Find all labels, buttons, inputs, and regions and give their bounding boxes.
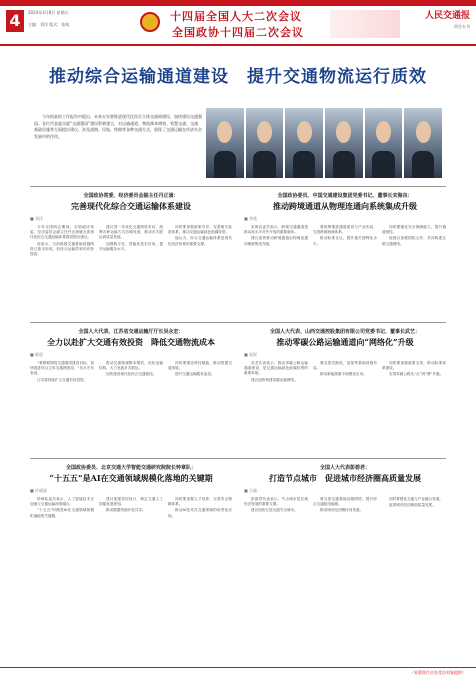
article-1 <box>30 192 232 316</box>
article-text: 建议加强顶层设计，制定交通人工智能发展规划。 <box>99 497 163 507</box>
flag-decoration <box>330 10 400 38</box>
intro-paragraph: 今年的政府工作报告中提出，未来五年要推进现代化综合立体交通网建设，加快建设交通强国。各位代表委员就“交通强国”建设积极建言，对运输通道、物流降本增效、智慧交通、交通基础设施等方面提出建议，涉及道路、民航、铁路等各种交通方式，展现了交通运输在经济社会发展中的作用。 <box>34 114 202 139</box>
article-text: 促进城市经济圈高质量发展。 <box>389 503 436 508</box>
article-text: 江苏将持续扩大交通有效投资。 <box>37 377 88 382</box>
article-title: 推动零碳公路运输通道向“网络化”升级 <box>276 337 414 347</box>
article-text: 同时要强化科技赋能，推动智慧交通发展。 <box>168 361 232 371</box>
article-text: 推动标准互认，提升通关便利化水平。 <box>313 236 377 246</box>
article-kicker: 全国政协委员、中国交通建设集团党委书记、董事长宋海良： <box>277 193 413 199</box>
article-kicker: 全国人大代表、山西交通控股集团有限公司党委书记、董事长武艺： <box>269 329 420 335</box>
page-number: 4 <box>6 10 24 32</box>
portrait-strip <box>206 108 442 178</box>
article-text: 推动城市经济圈协同发展。 <box>320 508 364 513</box>
issue-date: 2024年3月8日 星期五 <box>28 10 69 15</box>
article-text: 要完善充换电、加氢等基础设施布局。 <box>313 361 377 371</box>
article-kicker: 全国政协常委、经济委员会副主任丹正浦： <box>83 193 179 199</box>
article-byline: ■ 王晓 <box>244 488 258 493</box>
session-title-npc: 十四届全国人大二次会议 <box>170 10 302 23</box>
article-text: 彭碧君代表表示，节点城市是区域经济发展的重要支撑。 <box>244 497 308 507</box>
photo-credit: （本版图片由各受访对象提供） <box>410 670 466 675</box>
article-text: 实现零碳公路从“点”到“网”升级。 <box>389 372 444 377</box>
article-text: 提升交通运输服务品质。 <box>175 372 215 377</box>
masthead-rule <box>0 44 476 46</box>
article-text: 建议进一步优化交通网络布局，统筹各种运输方式协调发展，推动多式联运高质量发展。 <box>99 225 163 240</box>
article-text: 同时要强化安全保障能力，提升通道韧性。 <box>382 225 446 235</box>
article-text: 同时要加强政策支持，推动标准体系建设。 <box>382 361 446 371</box>
article-text: 今年全国两会期间，全国政协常委、经济委员会副主任丹正浦就完善现代化综合交通运输体系建设提出建议。 <box>30 225 94 240</box>
section-divider <box>30 322 446 323</box>
editor-credit: 主编：刘洋 版式：张萌 <box>28 22 70 27</box>
article-3 <box>30 328 232 452</box>
article-byline: ■ 刘洋 <box>30 216 44 221</box>
portrait-photo <box>404 108 442 178</box>
article-title: 完善现代化综合交通运输体系建设 <box>71 201 191 211</box>
section-divider <box>30 458 446 459</box>
article-text: “十五五”时期是AI在交通领域规模化落地的关键期。 <box>30 508 94 518</box>
article-text: 建议加快构建零碳运输网络。 <box>251 377 298 382</box>
top-red-band <box>0 0 476 6</box>
main-headline: 推动综合运输通道建设 提升交通物流运行质效 <box>49 67 427 87</box>
article-byline: ■ 李欣 <box>244 216 258 221</box>
article-2 <box>244 192 446 316</box>
article-text: 同时要强化交通与产业融合发展。 <box>389 497 443 501</box>
article-text: 同时要加强政策引导，完善相关标准体系，推动交通运输绿色低碳转型。 <box>168 225 232 235</box>
portrait-photo <box>285 108 323 178</box>
article-text: 推动交通物流降本增效，优化运输结构，大力发展多式联运。 <box>99 361 163 371</box>
page-footer <box>0 667 476 680</box>
article-byline: ■ 陈晨 <box>30 352 44 357</box>
article-6 <box>244 464 446 660</box>
article-text: 宋海良委员表示，跨境交通通道是推动高水平对外开放的重要载体。 <box>244 225 308 235</box>
session-title-cppcc: 全国政协十四届二次会议 <box>172 26 304 39</box>
special-issue-label: 两会专刊 <box>454 24 470 29</box>
article-byline: ■ 张锐 <box>244 352 258 357</box>
article-text: 建议加快推动跨境通道由物理连通向系统集成升级。 <box>244 236 308 246</box>
article-5 <box>30 464 232 660</box>
article-title: “十五五”是AI在交通领域规模化落地的关键期 <box>49 473 213 483</box>
article-text: 加强数字化、智能化技术应用，提升运输服务水平。 <box>99 241 163 251</box>
portrait-photo <box>365 108 403 178</box>
article-4 <box>244 328 446 452</box>
article-text: 他建议加强国际合作，共同构建互联互通网络。 <box>382 236 446 246</box>
article-title: 推动跨境通道从物理连通向系统集成升级 <box>273 201 417 211</box>
article-text: 要统筹推进通道建设与产业布局，完善跨境物流体系。 <box>313 225 377 235</box>
portrait-photo <box>206 108 244 178</box>
section-divider <box>30 186 446 187</box>
article-title: 打造节点城市 促进城市经济圈高质量发展 <box>269 473 421 483</box>
masthead <box>0 0 476 56</box>
article-text: 加快建设现代化综合交通枢纽。 <box>106 372 157 377</box>
article-text: “要紧紧围绕交通强国建设目标，加快推进综合立体交通网建设。”吴永宏代表说。 <box>30 361 94 376</box>
article-kicker: 全国政协委员、北京交通大学智能交通研究院院长钟章队： <box>65 465 196 471</box>
article-text: 建议加快打造交通节点城市。 <box>251 508 298 513</box>
emblem-icon <box>140 12 160 32</box>
article-text: 要完善交通基础设施网络，提升综合交通枢纽能级。 <box>313 497 377 507</box>
article-title: 全力以赴扩大交通有效投资 降低交通物流成本 <box>47 337 215 347</box>
article-text: 他认为，综合交通运输体系是现代化经济体系的重要支撑。 <box>168 236 232 246</box>
article-text: 武艺代表表示，推动零碳公路运输通道建设，是交通运输绿色低碳转型的重要举措。 <box>244 361 308 376</box>
article-text: 同时要加强人才培养，完善安全保障体系。 <box>168 497 232 507</box>
paper-name: 人民交通报 <box>424 11 470 21</box>
portrait-photo <box>325 108 363 178</box>
article-text: 钟章队委员表示，人工智能技术正加速与交通运输深度融合。 <box>30 497 94 507</box>
article-text: 推动新能源重卡规模化应用。 <box>320 372 367 377</box>
portrait-photo <box>246 108 284 178</box>
article-kicker: 全国人大代表彭碧君： <box>319 465 370 471</box>
article-text: 他表示，当前我国交通基础设施网络已基本形成，但综合运输效率仍有待提高。 <box>30 241 94 257</box>
article-text: 推动AI技术在交通领域的场景化应用。 <box>168 508 232 518</box>
article-byline: ■ 许丽丽 <box>30 488 48 493</box>
article-text: 推动数据资源开放共享。 <box>106 508 146 513</box>
article-kicker: 全国人大代表、江苏省交通运输厅厅长吴永宏： <box>78 329 184 335</box>
